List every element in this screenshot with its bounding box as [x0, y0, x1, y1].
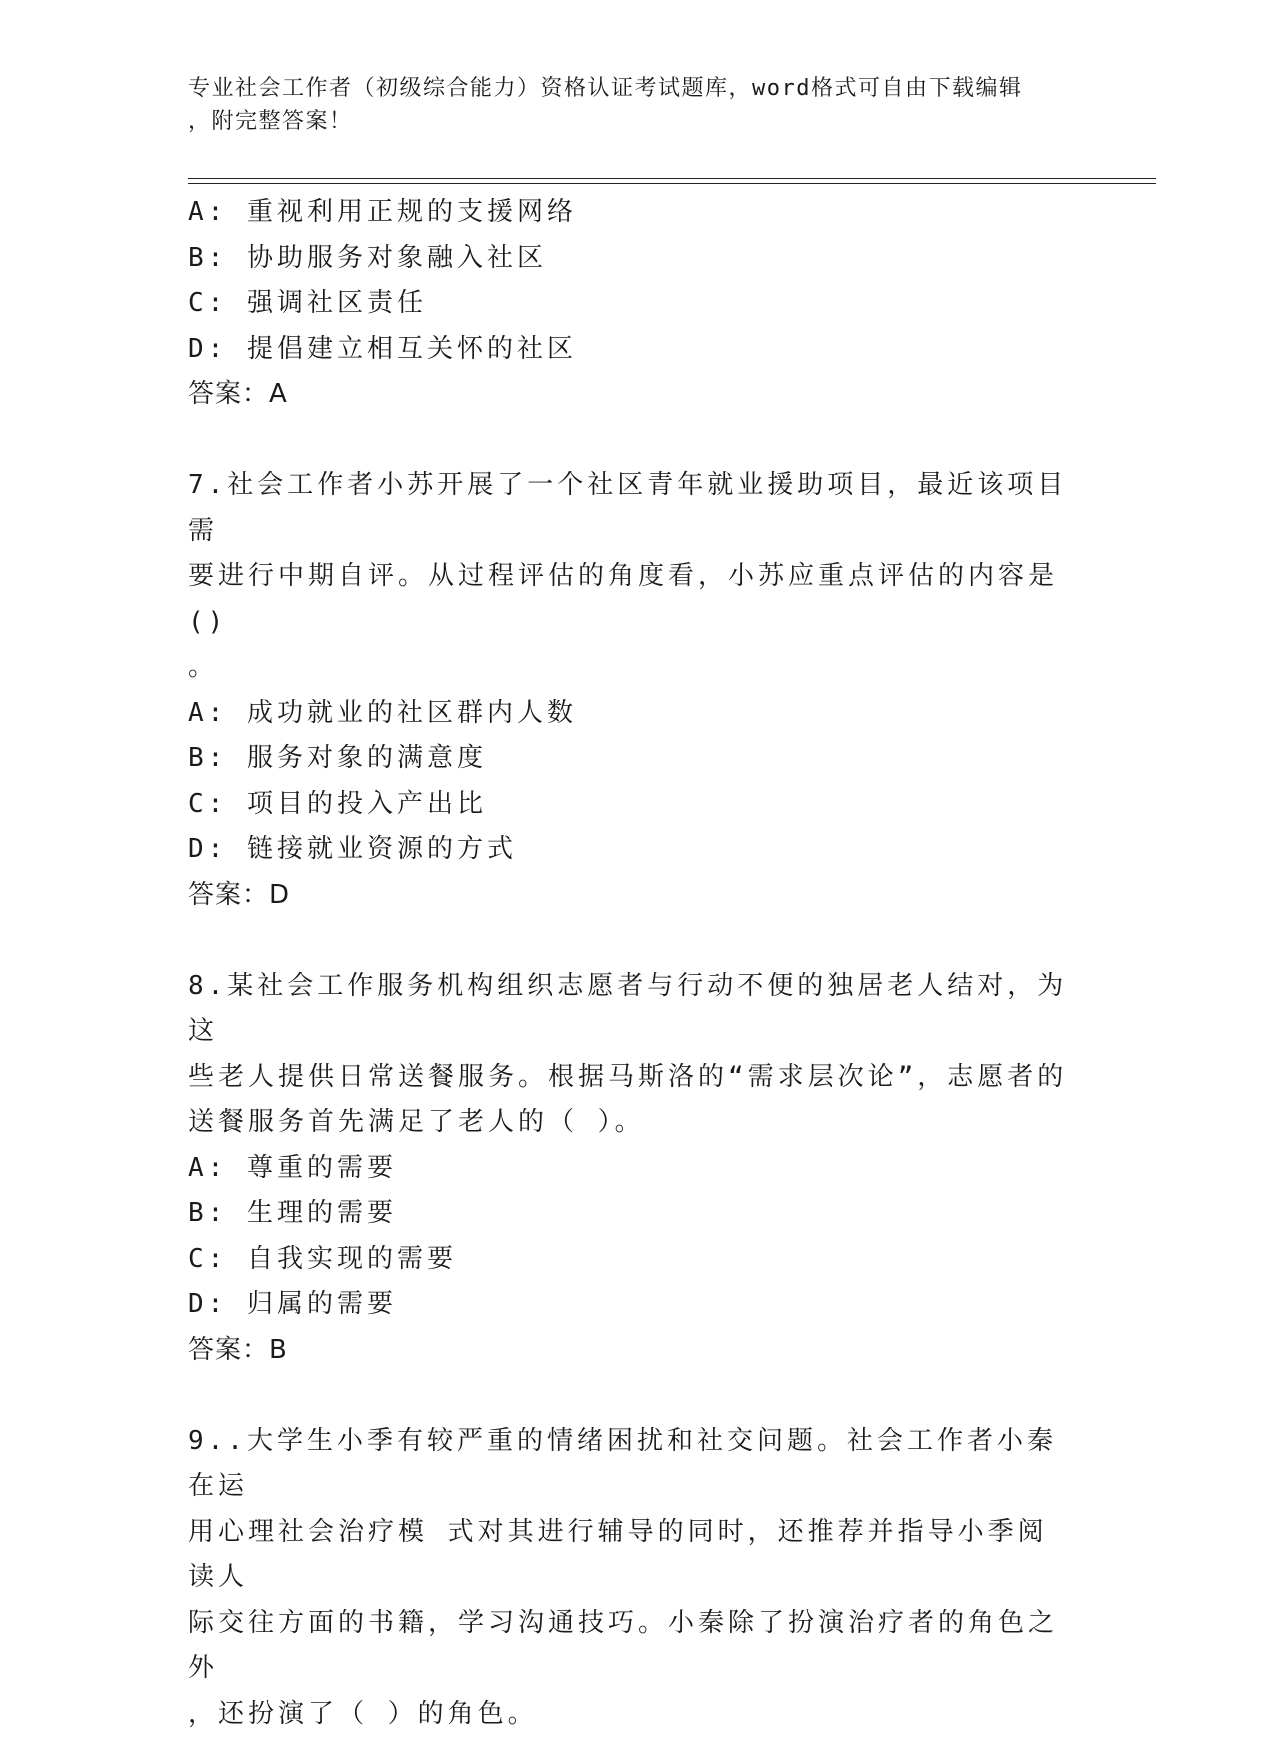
option-a: A: 成功就业的社区群内人数 — [188, 691, 1068, 737]
answer-line: 答案：A — [188, 372, 1068, 418]
header-line-2: ，附完整答案！ — [188, 105, 1068, 138]
header-divider-bottom — [188, 183, 1156, 184]
option-b: B: 生理的需要 — [188, 1191, 1068, 1237]
option-b: B: 协助服务对象融入社区 — [188, 236, 1068, 282]
question-9-block — [188, 1419, 1068, 1737]
question-text-line: 用心理社会治疗模 式对其进行辅导的同时，还推荐并指导小季阅读人 — [188, 1510, 1068, 1601]
question-text-line: 9..大学生小季有较严重的情绪困扰和社交问题。社会工作者小秦在运 — [188, 1419, 1068, 1510]
option-a: A: 重视利用正规的支援网络 — [188, 190, 1068, 236]
question-text-line: 要进行中期自评。从过程评估的角度看，小苏应重点评估的内容是() — [188, 554, 1068, 645]
option-d: D: 链接就业资源的方式 — [188, 827, 1068, 873]
answer-line: 答案：B — [188, 1328, 1068, 1374]
question-content — [188, 190, 1068, 1737]
option-d: D: 提倡建立相互关怀的社区 — [188, 327, 1068, 373]
question-text-line: 7.社会工作者小苏开展了一个社区青年就业援助项目，最近该项目需 — [188, 463, 1068, 554]
header-line-1: 专业社会工作者（初级综合能力）资格认证考试题库，word格式可自由下载编辑 — [188, 72, 1068, 105]
question-text-line: ，还扮演了（ ）的角色。 — [188, 1692, 1068, 1737]
option-a: A: 尊重的需要 — [188, 1146, 1068, 1192]
option-c: C: 项目的投入产出比 — [188, 782, 1068, 828]
spacer — [188, 1373, 1068, 1419]
question-text-line: 8.某社会工作服务机构组织志愿者与行动不便的独居老人结对，为这 — [188, 964, 1068, 1055]
spacer — [188, 418, 1068, 464]
answer-line: 答案：D — [188, 873, 1068, 919]
question-8-block — [188, 964, 1068, 1374]
spacer — [188, 918, 1068, 964]
option-c: C: 自我实现的需要 — [188, 1237, 1068, 1283]
option-c: C: 强调社区责任 — [188, 281, 1068, 327]
option-b: B: 服务对象的满意度 — [188, 736, 1068, 782]
option-d: D: 归属的需要 — [188, 1282, 1068, 1328]
question-text-line: 些老人提供日常送餐服务。根据马斯洛的“需求层次论”，志愿者的 — [188, 1055, 1068, 1101]
question-text-line: 际交往方面的书籍，学习沟通技巧。小秦除了扮演治疗者的角色之外 — [188, 1601, 1068, 1692]
document-header — [188, 72, 1068, 138]
question-text-line: 。 — [188, 645, 1068, 691]
question-6-block — [188, 190, 1068, 418]
question-7-block — [188, 463, 1068, 918]
question-text-line: 送餐服务首先满足了老人的（ ）。 — [188, 1100, 1068, 1146]
header-divider-top — [188, 178, 1156, 179]
